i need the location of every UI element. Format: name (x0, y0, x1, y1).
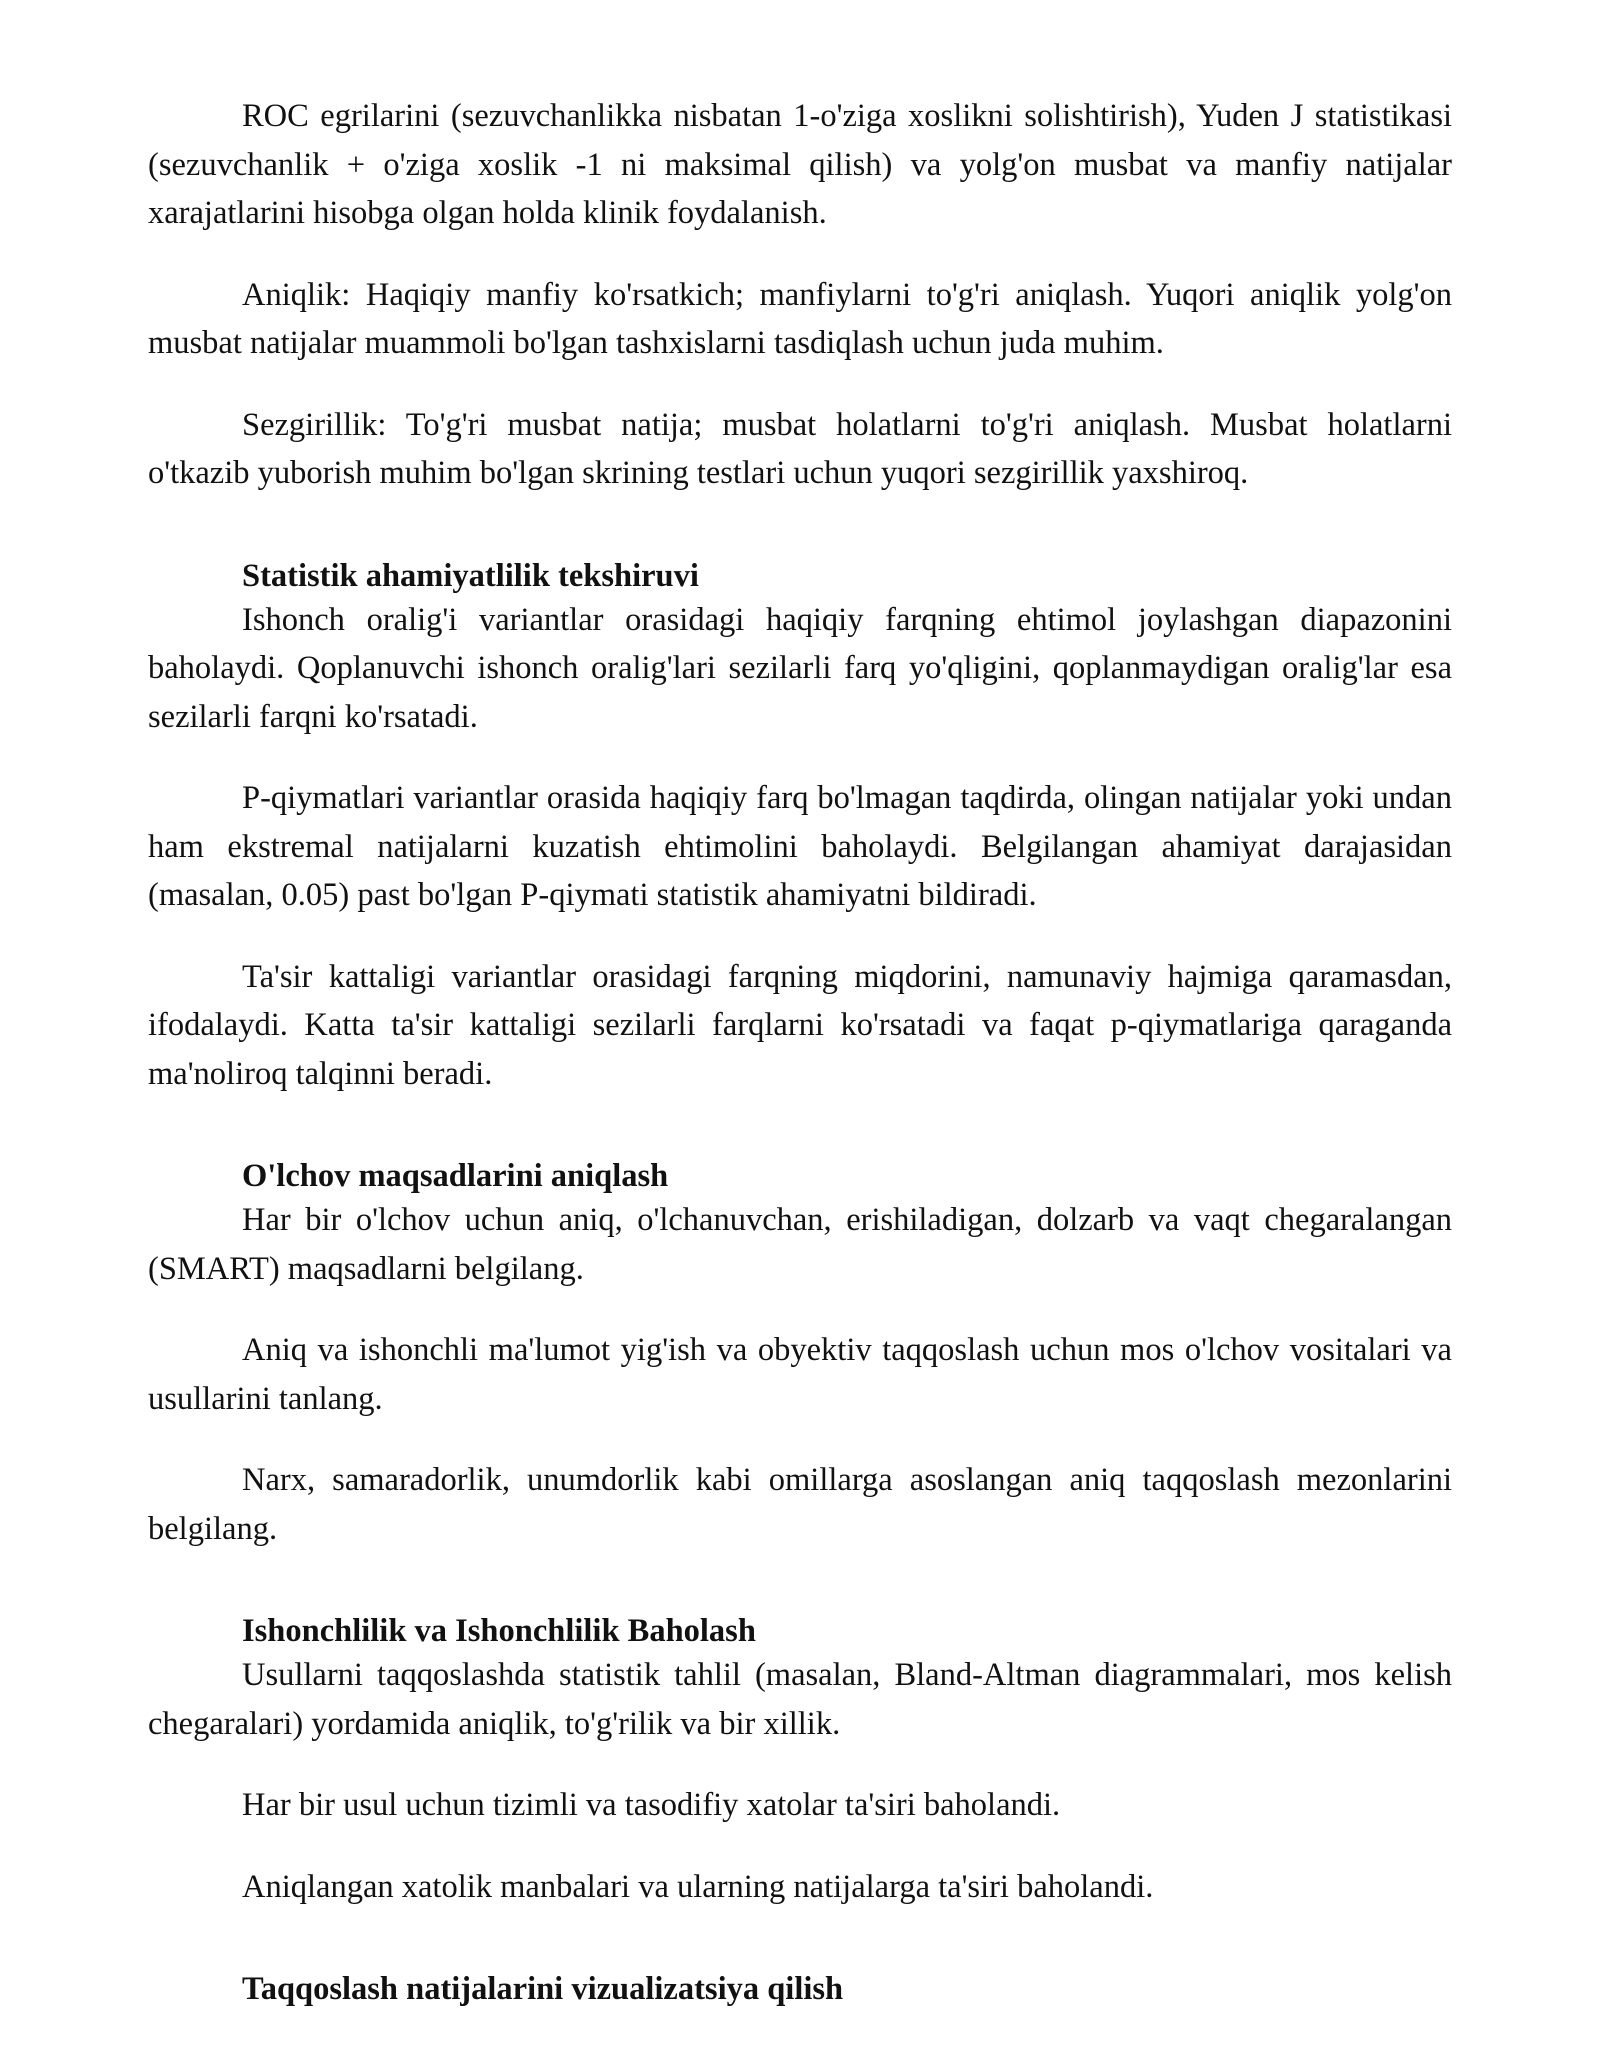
paragraph-comparison-criteria: Narx, samaradorlik, unumdorlik kabi omillarga asoslangan aniq taqqoslash mezonlarini belgilang. (148, 1462, 1452, 1547)
paragraph-confidence-interval: Ishonch oralig'i variantlar orasidagi haqiqiy farqning ehtimol joylashgan diapazonini baholaydi. Qoplanuvchi ishonch oralig'lari sezilarli farq yo'qligini, qoplanmaydigan oralig'lar esa sezilarli farqni ko'rsatadi. (148, 601, 1452, 735)
paragraph-error-sources: Aniqlangan xatolik manbalari va ularning natijalarga ta'siri baholandi. (242, 1868, 1154, 1905)
paragraph-systematic-errors: Har bir usul uchun tizimli va tasodifiy xatolar ta'siri baholandi. (242, 1787, 1061, 1823)
paragraph-specificity: Aniqlik: Haqiqiy manfiy ko'rsatkich; manfiylarni to'g'ri aniqlash. Yuqori aniqlik yolg'on musbat natijalar muammoli bo'lgan tashxislarni tasdiqlash uchun juda muhim. (148, 276, 1452, 361)
paragraph-p-values: P-qiymatlari variantlar orasida haqiqiy farq bo'lmagan taqdirda, olingan natijalar yoki undan ham ekstremal natijalarni kuzatish ehtimolini baholaydi. Belgilangan ahamiyat darajasidan (masalan, 0.05) past bo'lgan P-qiymati statistik ahamiyatni bildiradi. (148, 780, 1452, 913)
heading-reliability-assessment: Ishonchlilik va Ishonchlilik Baholash (242, 1613, 756, 1649)
heading-measurement-goals: O'lchov maqsadlarini aniqlash (242, 1158, 669, 1194)
paragraph-smart-goals: Har bir o'lchov uchun aniq, o'lchanuvchan, erishiladigan, dolzarb va vaqt chegaralangan (SMART) maqsadlarni belgilang. (148, 1202, 1452, 1287)
heading-statistical-significance: Statistik ahamiyatlilik tekshiruvi (242, 557, 699, 594)
heading-visualization: Taqqoslash natijalarini vizualizatsiya qilish (242, 1971, 844, 2007)
paragraph-measurement-tools: Aniq va ishonchli ma'lumot yig'ish va obyektiv taqqoslash uchun mos o'lchov vositalari va usullarini tanlang. (148, 1332, 1452, 1417)
paragraph-bland-altman: Usullarni taqqoslashda statistik tahlil (masalan, Bland-Altman diagrammalari, mos kelish chegaralari) yordamida aniqlik, to'g'rilik va bir xillik. (148, 1657, 1452, 1742)
paragraph-effect-size: Ta'sir kattaligi variantlar orasidagi farqning miqdorini, namunaviy hajmiga qaramasdan, ifodalaydi. Katta ta'sir kattaligi sezilarli farqlarni ko'rsatadi va faqat p-qiymatlariga qaraganda ma'noliroq talqinni beradi. (148, 958, 1452, 1092)
paragraph-roc-curves: ROC egrilarini (sezuvchanlikka nisbatan 1-o'ziga xoslikni solishtirish), Yuden J statistikasi (sezuvchanlik + o'ziga xoslik -1 ni maksimal qilish) va yolg'on musbat va manfiy natijalar xarajatlarini hisobga olgan holda klinik foydalanish. (148, 98, 1452, 231)
document-page (148, 92, 1452, 2009)
paragraph-sensitivity: Sezgirillik: To'g'ri musbat natija; musbat holatlarni to'g'ri aniqlash. Musbat holatlarni o'tkazib yuborish muhim bo'lgan skrining testlari uchun yuqori sezgirillik yaxshiroq. (148, 406, 1452, 491)
